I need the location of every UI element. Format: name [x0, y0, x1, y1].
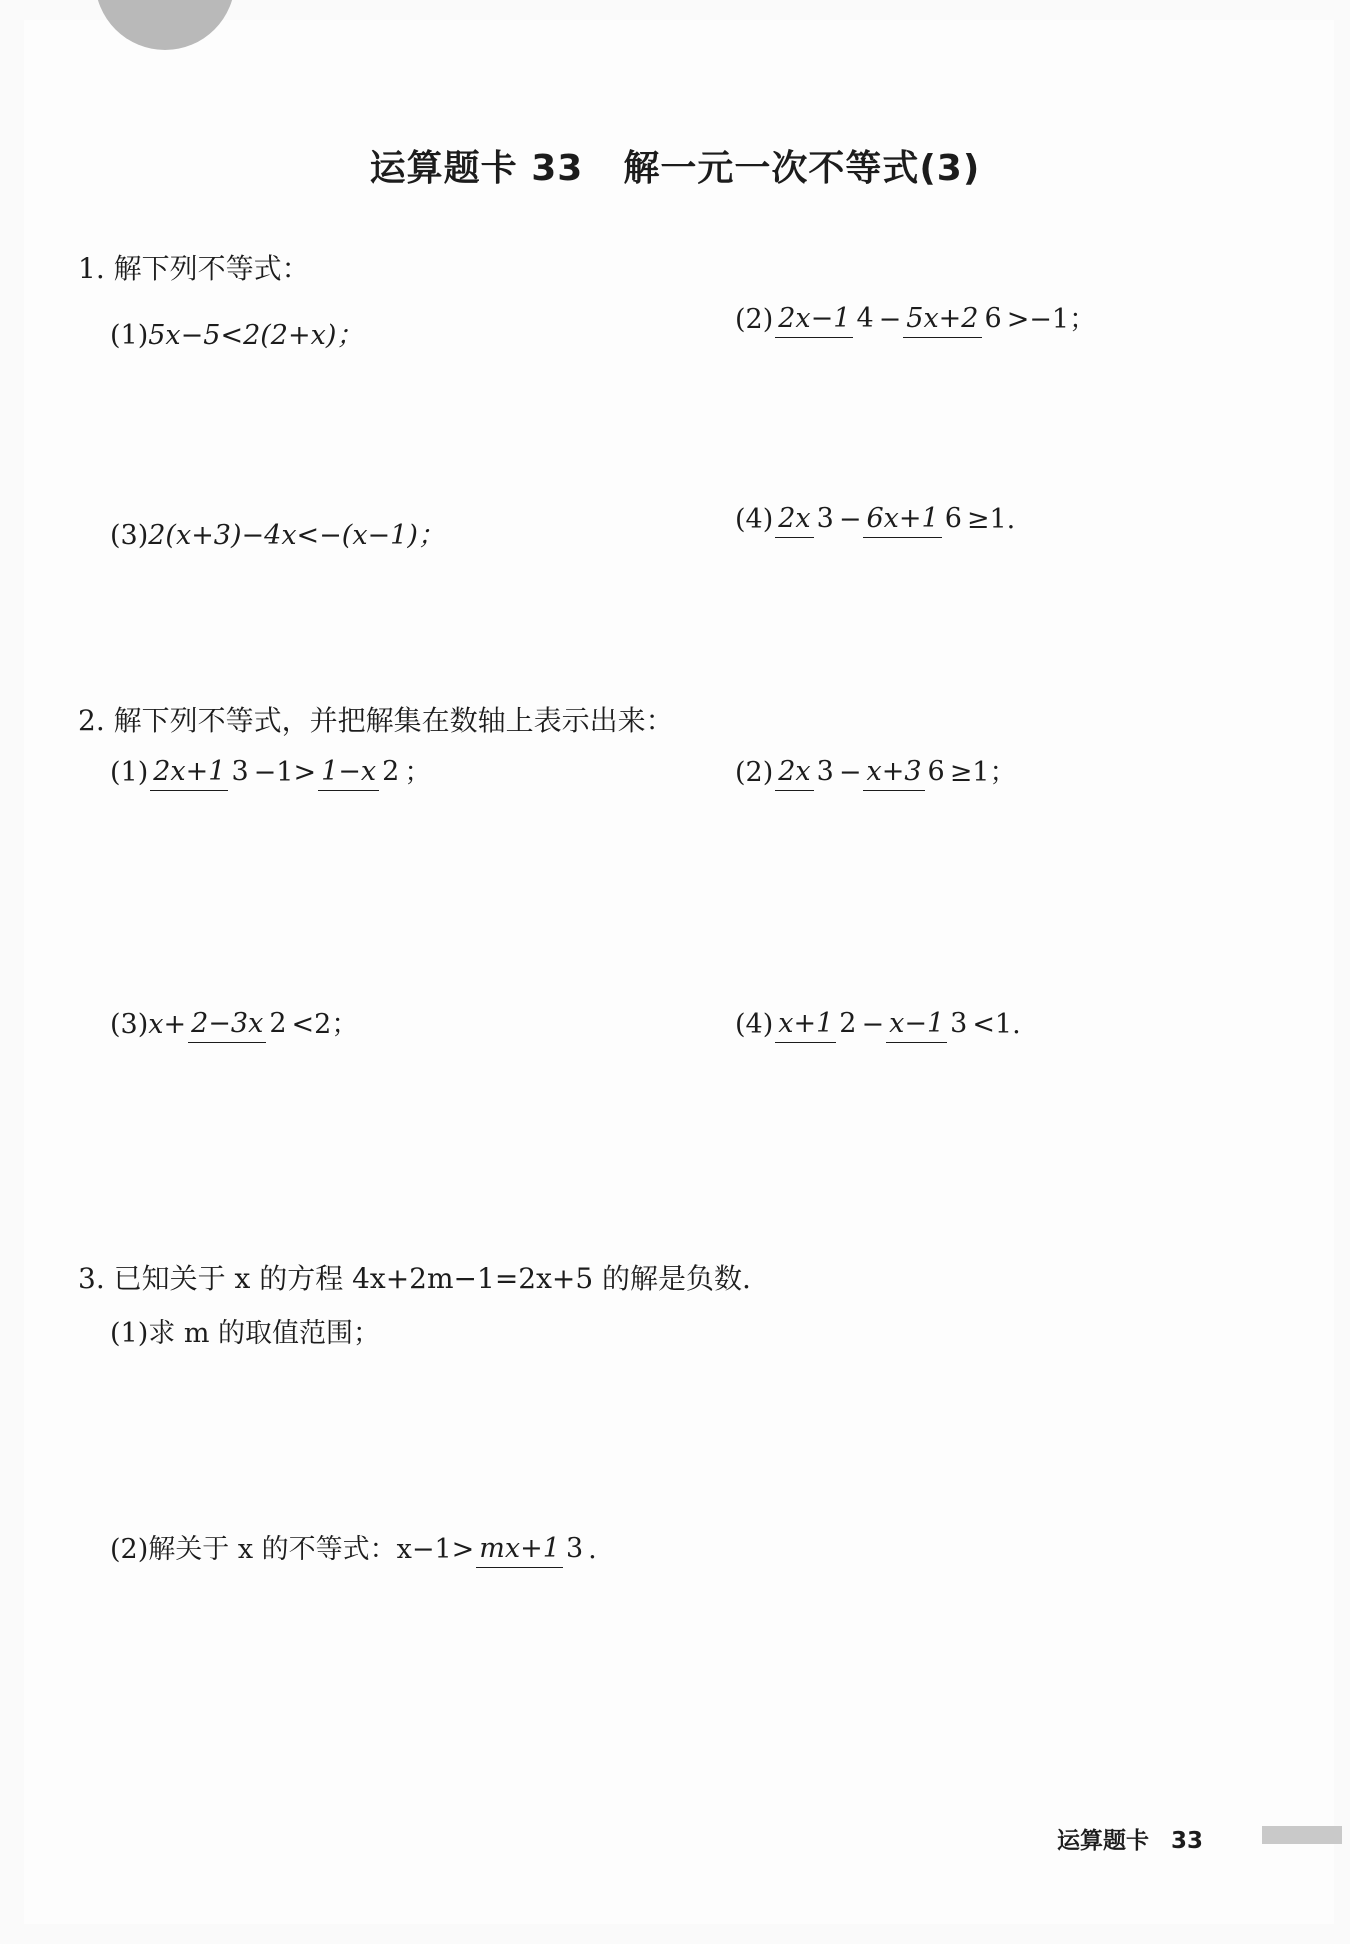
q3-part1: (1)求 m 的取值范围；: [110, 1318, 381, 1349]
title-card: 运算题卡: [369, 148, 518, 189]
q2-part2-operator: −: [838, 756, 862, 788]
q1-part4-operator: −: [838, 503, 862, 535]
q1-part4-tail: ≥1.: [966, 503, 1016, 535]
q3-part2: [110, 1535, 597, 1563]
fraction-numerator: 6x+1: [863, 503, 941, 538]
q2-part2-tail: ≥1；: [949, 756, 1017, 788]
fraction-numerator: 2x+1: [150, 756, 228, 791]
q3-part2-tail: .: [588, 1533, 597, 1565]
q2-part3-fraction: [188, 1010, 289, 1038]
q2-part2-label: (2): [735, 756, 774, 788]
q1-part2-fraction-2: [903, 305, 1004, 333]
q1-part4-fraction-2: [863, 505, 964, 533]
fraction-numerator: x−1: [886, 1008, 947, 1043]
footer-bar-decoration: [1262, 1826, 1342, 1844]
q2-part3: [110, 1010, 358, 1038]
q3-part2-text: (2)解关于 x 的不等式：x−1>: [110, 1533, 475, 1565]
q2-stem: 2. 解下列不等式，并把解集在数轴上表示出来：: [78, 704, 674, 737]
footer-label: 运算题卡: [1057, 1828, 1149, 1854]
q1-part4-label: (4): [735, 503, 774, 535]
q1-part2: [735, 305, 1096, 333]
q3-part2-fraction: [476, 1535, 586, 1563]
fraction-denominator: 3: [816, 756, 834, 787]
q1-part1-expr: 5x−5<2(2+x)；: [148, 320, 364, 351]
q2-part1-fraction-2: [318, 758, 402, 786]
q2-part2: [735, 758, 1017, 786]
q1-part1: [110, 322, 363, 349]
fraction-denominator: 3: [950, 1008, 968, 1039]
q2-part4-fraction-2: [886, 1010, 970, 1038]
q2-part1-label: (1): [110, 756, 149, 788]
fraction-denominator: 6: [927, 756, 945, 787]
q2-part1-fraction-1: [150, 758, 251, 786]
q2-part3-label: (3): [110, 1008, 149, 1040]
q1-part4: [735, 505, 1015, 533]
q1-part2-tail: >−1；: [1006, 303, 1097, 335]
fraction-denominator: 4: [856, 303, 874, 334]
q1-part2-label: (2): [735, 303, 774, 335]
fraction-numerator: 2x: [775, 503, 813, 538]
q2-part4-label: (4): [735, 1008, 774, 1040]
q1-part3-expr: 2(x+3)−4x<−(x−1)；: [148, 520, 445, 551]
fraction-numerator: 5x+2: [903, 303, 981, 338]
q2-part1: [110, 758, 431, 786]
fraction-numerator: 2x: [775, 756, 813, 791]
fraction-numerator: 2−3x: [188, 1008, 266, 1043]
q2-part4-tail: <1.: [972, 1008, 1021, 1040]
fraction-denominator: 3: [816, 503, 834, 534]
title-topic: 解一元一次不等式(3): [623, 148, 981, 189]
fraction-denominator: 6: [944, 503, 962, 534]
q2-part4-fraction-1: [775, 1010, 859, 1038]
fraction-numerator: 2x−1: [775, 303, 853, 338]
fraction-numerator: x+1: [775, 1008, 836, 1043]
fraction-denominator: 6: [984, 303, 1002, 334]
page-title: [0, 140, 1350, 191]
q1-part4-fraction-1: [775, 505, 837, 533]
fraction-denominator: 2: [269, 1008, 287, 1039]
fraction-denominator: 2: [382, 756, 400, 787]
page-number: 33: [1171, 1828, 1204, 1854]
page-footer: [1057, 1822, 1203, 1855]
q2-part2-fraction-2: [863, 758, 947, 786]
fraction-numerator: mx+1: [476, 1533, 563, 1568]
q1-stem: 1. 解下列不等式：: [78, 252, 310, 285]
q2-part2-fraction-1: [775, 758, 837, 786]
worksheet-page: [24, 20, 1334, 1924]
q2-part3-tail: <2；: [291, 1008, 359, 1040]
q2-part4: [735, 1010, 1021, 1038]
title-number: 33: [531, 148, 584, 189]
fraction-numerator: x+3: [863, 756, 924, 791]
fraction-numerator: 1−x: [318, 756, 379, 791]
q1-part2-operator: −: [878, 303, 902, 335]
q1-part3-label: (3): [110, 520, 149, 551]
q2-part3-prefix: x+: [148, 1008, 187, 1040]
q3-stem: 3. 已知关于 x 的方程 4x+2m−1=2x+5 的解是负数.: [78, 1262, 751, 1295]
fraction-denominator: 2: [839, 1008, 857, 1039]
q1-part2-fraction-1: [775, 305, 876, 333]
fraction-denominator: 3: [231, 756, 249, 787]
q2-part1-tail: ；: [404, 756, 432, 788]
fraction-denominator: 3: [565, 1533, 584, 1564]
q2-part4-operator: −: [861, 1008, 885, 1040]
q2-part1-middle: −1>: [253, 756, 317, 788]
q1-part3: [110, 522, 445, 549]
q1-part1-label: (1): [110, 320, 149, 351]
